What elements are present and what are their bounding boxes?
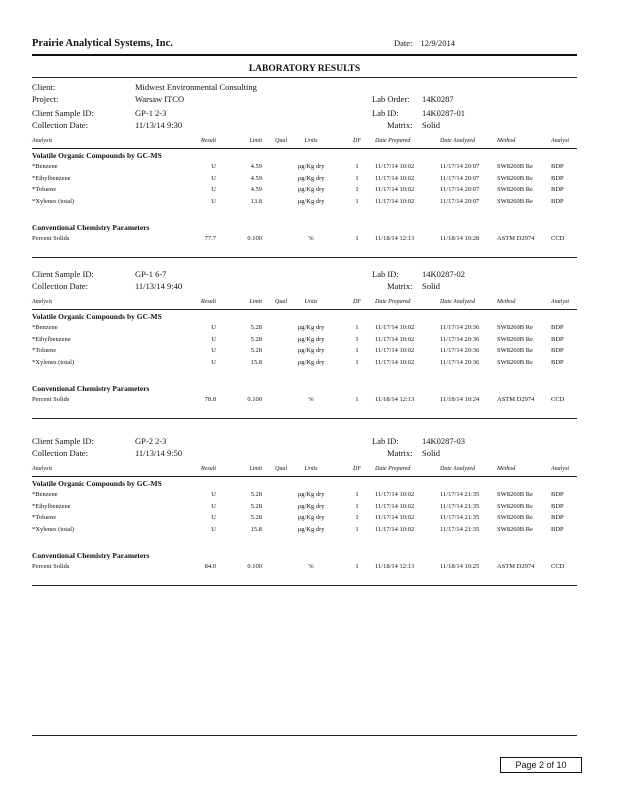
result-cell: 15.8 bbox=[250, 358, 262, 366]
matrix-value: Solid bbox=[422, 120, 440, 130]
result-cell: 11/17/14 21:35 bbox=[440, 525, 480, 533]
column-header: Analyst bbox=[551, 466, 569, 472]
voc-group-title: Volatile Organic Compounds by GC-MS bbox=[32, 479, 162, 488]
section-rule bbox=[32, 257, 577, 258]
result-cell: 1 bbox=[355, 197, 359, 205]
result-cell: 11/18/14 12:13 bbox=[375, 563, 415, 570]
result-cell: U bbox=[211, 324, 216, 331]
result-cell: ASTM D2974 bbox=[497, 396, 535, 403]
result-cell: 5.28 bbox=[250, 502, 262, 510]
column-header: DF bbox=[353, 466, 361, 472]
result-cell: 11/17/14 20:07 bbox=[440, 186, 480, 193]
result-cell: % bbox=[308, 396, 314, 403]
result-cell: 11/17/14 20:07 bbox=[440, 163, 480, 170]
analyte-name: *Toluene bbox=[32, 186, 57, 193]
result-cell: 1 bbox=[355, 235, 359, 242]
result-cell: µg/Kg dry bbox=[297, 335, 325, 343]
column-header: Units bbox=[304, 466, 318, 472]
column-header: Date Prepared bbox=[375, 466, 411, 472]
client-value: Midwest Environmental Consulting bbox=[135, 82, 257, 92]
result-cell: 1 bbox=[355, 186, 359, 193]
result-cell: CCD bbox=[551, 563, 565, 570]
result-cell: µg/Kg dry bbox=[297, 491, 325, 498]
result-cell: BDP bbox=[551, 163, 564, 170]
sample-id-value: GP-1 2-3 bbox=[135, 108, 167, 118]
result-cell: BDP bbox=[551, 502, 564, 510]
result-cell: 84.0 bbox=[204, 563, 216, 570]
analyte-name: Percent Solids bbox=[32, 396, 70, 403]
analyte-name: *Ethylbenzene bbox=[32, 502, 71, 510]
result-cell: CCD bbox=[551, 396, 565, 403]
result-cell: 11/18/14 10:25 bbox=[440, 563, 480, 570]
result-cell: SW8260B Re bbox=[497, 502, 533, 510]
column-header: Date Analyzed bbox=[440, 299, 476, 305]
result-cell: SW8260B Re bbox=[497, 335, 533, 343]
result-cell: 4.59 bbox=[250, 163, 262, 170]
column-header: Analysis bbox=[32, 466, 53, 472]
result-cell: BDP bbox=[551, 174, 564, 182]
result-cell: % bbox=[308, 235, 314, 242]
result-cell: 78.8 bbox=[204, 396, 216, 403]
matrix-label: Matrix: bbox=[387, 120, 413, 130]
analyte-name: Percent Solids bbox=[32, 563, 70, 570]
page-indicator: Page 2 of 10 bbox=[500, 757, 582, 773]
result-cell: 11/18/14 10:24 bbox=[440, 396, 480, 403]
result-cell: 1 bbox=[355, 163, 359, 170]
column-header: Qual bbox=[275, 138, 287, 144]
result-cell: 13.8 bbox=[250, 197, 262, 205]
analyte-name: *Ethylbenzene bbox=[32, 174, 71, 182]
result-cell: 11/17/14 20:07 bbox=[440, 197, 480, 205]
result-cell: 11/17/14 10:02 bbox=[375, 197, 415, 205]
result-cell: SW8260B Re bbox=[497, 347, 533, 354]
result-cell: 11/17/14 10:02 bbox=[375, 502, 415, 510]
column-header-rule bbox=[32, 476, 577, 477]
column-header: Analysis bbox=[32, 138, 53, 144]
analyte-name: *Ethylbenzene bbox=[32, 335, 71, 343]
result-cell: 0.100 bbox=[247, 396, 262, 403]
result-cell: U bbox=[211, 525, 216, 533]
result-cell: 11/17/14 20:36 bbox=[440, 358, 480, 366]
result-cell: µg/Kg dry bbox=[297, 502, 325, 510]
collection-date-label: Collection Date: bbox=[32, 120, 88, 130]
result-cell: U bbox=[211, 491, 216, 498]
column-header: Result bbox=[201, 299, 216, 305]
lab-id-value: 14K0287-02 bbox=[422, 269, 465, 279]
result-cell: 1 bbox=[355, 396, 359, 403]
analyte-name: *Xylenes (total) bbox=[32, 197, 75, 205]
result-cell: 11/17/14 20:07 bbox=[440, 174, 480, 182]
analyte-name: Percent Solids bbox=[32, 235, 70, 242]
result-cell: µg/Kg dry bbox=[297, 324, 325, 331]
company-name: Prairie Analytical Systems, Inc. bbox=[32, 38, 173, 49]
result-cell: U bbox=[211, 358, 216, 366]
result-cell: U bbox=[211, 186, 216, 193]
result-cell: 1 bbox=[355, 525, 359, 533]
column-header: Limit bbox=[249, 299, 262, 305]
sample-id-label: Client Sample ID: bbox=[32, 269, 94, 279]
sample-id-label: Client Sample ID: bbox=[32, 108, 94, 118]
result-cell: 1 bbox=[355, 502, 359, 510]
result-cell: 11/17/14 10:02 bbox=[375, 186, 415, 193]
result-cell: µg/Kg dry bbox=[297, 186, 325, 193]
result-cell: ASTM D2974 bbox=[497, 563, 535, 570]
result-cell: 11/17/14 10:02 bbox=[375, 358, 415, 366]
column-header: Result bbox=[201, 138, 216, 144]
result-cell: µg/Kg dry bbox=[297, 174, 325, 182]
result-cell: SW8260B Re bbox=[497, 324, 533, 331]
result-cell: 11/18/14 12:13 bbox=[375, 235, 415, 242]
collection-date-value: 11/13/14 9:50 bbox=[135, 448, 183, 458]
result-cell: BDP bbox=[551, 324, 564, 331]
result-cell: SW8260B Re bbox=[497, 163, 533, 170]
lab-order-label: Lab Order: bbox=[372, 94, 410, 104]
result-cell: µg/Kg dry bbox=[297, 525, 325, 533]
column-header: Date Analyzed bbox=[440, 466, 476, 472]
result-cell: 5.28 bbox=[250, 324, 262, 331]
column-header: Limit bbox=[249, 466, 262, 472]
result-cell: 1 bbox=[355, 347, 359, 354]
result-cell: 11/17/14 10:02 bbox=[375, 324, 415, 331]
result-cell: µg/Kg dry bbox=[297, 358, 325, 366]
result-cell: 5.28 bbox=[250, 347, 262, 354]
result-cell: 5.28 bbox=[250, 491, 262, 498]
result-cell: 4.59 bbox=[250, 174, 262, 182]
lab-id-value: 14K0287-03 bbox=[422, 436, 465, 446]
result-cell: SW8260B Re bbox=[497, 358, 533, 366]
conventional-group-title: Conventional Chemistry Parameters bbox=[32, 384, 150, 393]
result-cell: µg/Kg dry bbox=[297, 514, 325, 521]
column-header: Date Analyzed bbox=[440, 138, 476, 144]
analyte-name: *Xylenes (total) bbox=[32, 525, 75, 533]
result-cell: 5.28 bbox=[250, 514, 262, 521]
result-cell: µg/Kg dry bbox=[297, 197, 325, 205]
result-cell: BDP bbox=[551, 525, 564, 533]
result-cell: µg/Kg dry bbox=[297, 347, 325, 354]
result-cell: % bbox=[308, 563, 314, 570]
column-header: Analysis bbox=[32, 299, 53, 305]
analyte-name: *Xylenes (total) bbox=[32, 358, 75, 366]
result-cell: 11/17/14 20:36 bbox=[440, 335, 480, 343]
result-cell: U bbox=[211, 197, 216, 205]
column-header: DF bbox=[353, 138, 361, 144]
result-cell: SW8260B Re bbox=[497, 491, 533, 498]
collection-date-value: 11/13/14 9:30 bbox=[135, 120, 183, 130]
column-header: Result bbox=[201, 466, 216, 472]
lab-id-label: Lab ID: bbox=[372, 436, 399, 446]
result-cell: U bbox=[211, 514, 216, 521]
result-cell: 15.8 bbox=[250, 525, 262, 533]
lab-id-label: Lab ID: bbox=[372, 108, 399, 118]
result-cell: SW8260B Re bbox=[497, 514, 533, 521]
result-cell: 11/17/14 10:02 bbox=[375, 335, 415, 343]
column-header: Qual bbox=[275, 466, 287, 472]
result-cell: 0.100 bbox=[247, 235, 262, 242]
result-cell: BDP bbox=[551, 197, 564, 205]
result-cell: 77.7 bbox=[204, 235, 216, 242]
result-cell: 1 bbox=[355, 174, 359, 182]
result-cell: U bbox=[211, 502, 216, 510]
result-cell: ASTM D2974 bbox=[497, 235, 535, 242]
result-cell: 11/17/14 10:02 bbox=[375, 163, 415, 170]
project-label: Project: bbox=[32, 94, 59, 104]
date-label: Date: bbox=[394, 38, 413, 48]
result-cell: 1 bbox=[355, 335, 359, 343]
column-header: Method bbox=[497, 138, 516, 144]
column-header: Date Prepared bbox=[375, 299, 411, 305]
conventional-group-title: Conventional Chemistry Parameters bbox=[32, 551, 150, 560]
collection-date-label: Collection Date: bbox=[32, 281, 88, 291]
column-header-rule bbox=[32, 148, 577, 149]
result-cell: BDP bbox=[551, 186, 564, 193]
result-cell: 4.59 bbox=[250, 186, 262, 193]
result-cell: 11/18/14 10:28 bbox=[440, 235, 480, 242]
lab-id-value: 14K0287-01 bbox=[422, 108, 465, 118]
report-title: LABORATORY RESULTS bbox=[248, 64, 361, 74]
column-header: Analyst bbox=[551, 299, 569, 305]
result-cell: 11/17/14 21:35 bbox=[440, 491, 480, 498]
result-cell: 0.100 bbox=[247, 563, 262, 570]
result-cell: BDP bbox=[551, 358, 564, 366]
voc-group-title: Volatile Organic Compounds by GC-MS bbox=[32, 151, 162, 160]
collection-date-label: Collection Date: bbox=[32, 448, 88, 458]
analyte-name: *Toluene bbox=[32, 514, 57, 521]
sample-id-label: Client Sample ID: bbox=[32, 436, 94, 446]
matrix-label: Matrix: bbox=[387, 448, 413, 458]
result-cell: BDP bbox=[551, 335, 564, 343]
client-label: Client: bbox=[32, 82, 56, 92]
lab-id-label: Lab ID: bbox=[372, 269, 399, 279]
column-header: Limit bbox=[249, 138, 262, 144]
analyte-name: *Benzene bbox=[32, 324, 58, 331]
column-header: Date Prepared bbox=[375, 138, 411, 144]
column-header: DF bbox=[353, 299, 361, 305]
header-rule bbox=[32, 54, 577, 56]
result-cell: U bbox=[211, 347, 216, 354]
result-cell: 1 bbox=[355, 324, 359, 331]
result-cell: SW8260B Re bbox=[497, 197, 533, 205]
lab-order-value: 14K0287 bbox=[422, 94, 454, 104]
title-rule bbox=[32, 77, 577, 78]
result-cell: 5.28 bbox=[250, 335, 262, 343]
column-header: Units bbox=[304, 138, 318, 144]
result-cell: 11/17/14 10:02 bbox=[375, 491, 415, 498]
result-cell: 11/17/14 10:02 bbox=[375, 347, 415, 354]
result-cell: 1 bbox=[355, 563, 359, 570]
result-cell: 11/18/14 12:13 bbox=[375, 396, 415, 403]
result-cell: BDP bbox=[551, 347, 564, 354]
date-value: 12/9/2014 bbox=[420, 38, 456, 48]
result-cell: 11/17/14 20:36 bbox=[440, 324, 480, 331]
result-cell: 11/17/14 21:35 bbox=[440, 514, 480, 521]
column-header: Method bbox=[497, 466, 516, 472]
result-cell: 11/17/14 10:02 bbox=[375, 174, 415, 182]
analyte-name: *Benzene bbox=[32, 163, 58, 170]
result-cell: U bbox=[211, 335, 216, 343]
result-cell: SW8260B Re bbox=[497, 525, 533, 533]
matrix-label: Matrix: bbox=[387, 281, 413, 291]
collection-date-value: 11/13/14 9:40 bbox=[135, 281, 183, 291]
result-cell: CCD bbox=[551, 235, 565, 242]
result-cell: BDP bbox=[551, 514, 564, 521]
matrix-value: Solid bbox=[422, 448, 440, 458]
column-header: Units bbox=[304, 299, 318, 305]
conventional-group-title: Conventional Chemistry Parameters bbox=[32, 223, 150, 232]
column-header: Analyst bbox=[551, 138, 569, 144]
analyte-name: *Benzene bbox=[32, 491, 58, 498]
result-cell: SW8260B Re bbox=[497, 174, 533, 182]
result-cell: 1 bbox=[355, 514, 359, 521]
report-date bbox=[394, 38, 455, 48]
matrix-value: Solid bbox=[422, 281, 440, 291]
result-cell: 1 bbox=[355, 491, 359, 498]
result-cell: U bbox=[211, 163, 216, 170]
result-cell: 11/17/14 10:02 bbox=[375, 525, 415, 533]
section-rule bbox=[32, 418, 577, 419]
result-cell: BDP bbox=[551, 491, 564, 498]
voc-group-title: Volatile Organic Compounds by GC-MS bbox=[32, 312, 162, 321]
sample-id-value: GP-1 6-7 bbox=[135, 269, 167, 279]
sample-id-value: GP-2 2-3 bbox=[135, 436, 167, 446]
footer-rule bbox=[32, 735, 577, 736]
result-cell: SW8260B Re bbox=[497, 186, 533, 193]
analyte-name: *Toluene bbox=[32, 347, 57, 354]
result-cell: U bbox=[211, 174, 216, 182]
column-header: Method bbox=[497, 299, 516, 305]
section-rule bbox=[32, 585, 577, 586]
result-cell: 1 bbox=[355, 358, 359, 366]
project-value: Warsaw ITCO bbox=[135, 94, 185, 104]
result-cell: 11/17/14 20:36 bbox=[440, 347, 480, 354]
result-cell: 11/17/14 21:35 bbox=[440, 502, 480, 510]
result-cell: 11/17/14 10:02 bbox=[375, 514, 415, 521]
column-header: Qual bbox=[275, 299, 287, 305]
column-header-rule bbox=[32, 309, 577, 310]
result-cell: µg/Kg dry bbox=[297, 163, 325, 170]
